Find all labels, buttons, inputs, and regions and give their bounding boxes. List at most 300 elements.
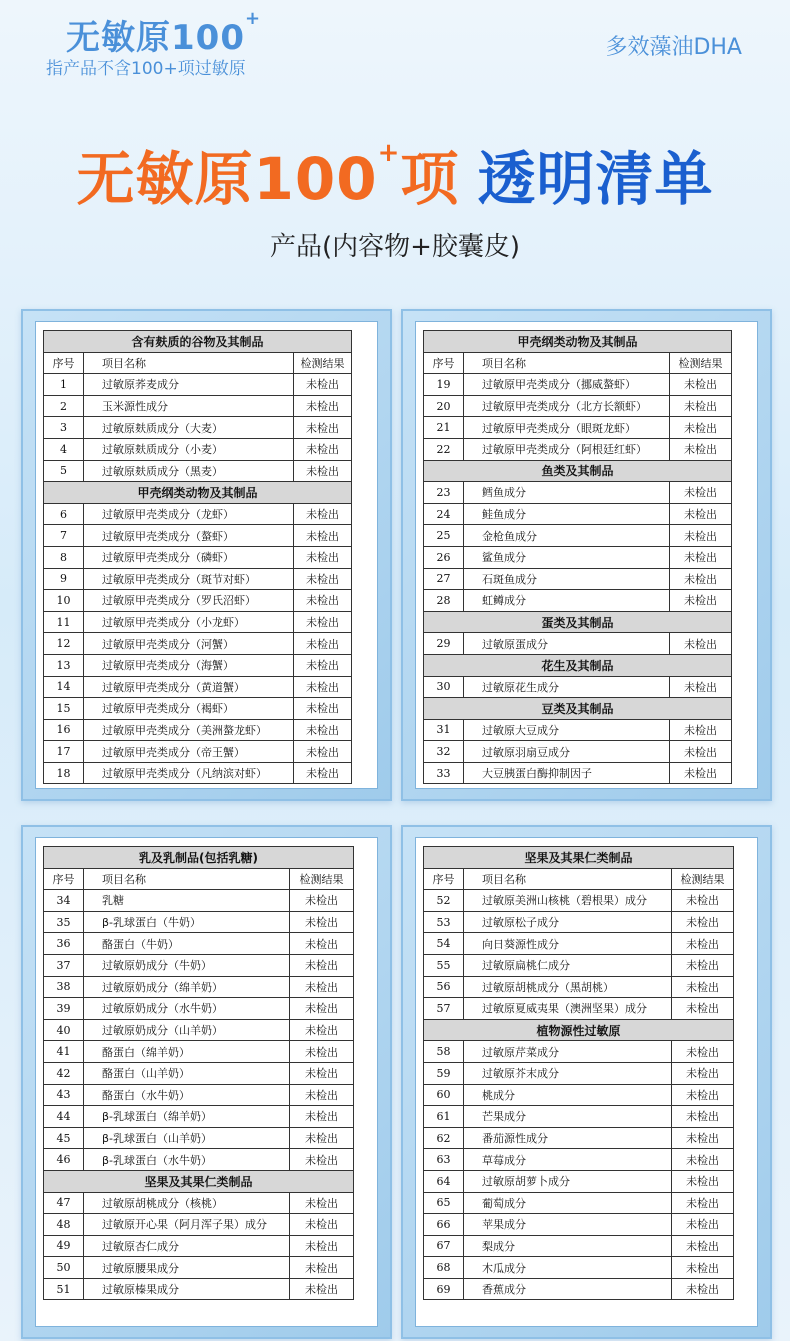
row-number: 44 — [44, 1106, 84, 1128]
row-item-name: 芒果成分 — [464, 1106, 672, 1128]
table-row — [424, 1127, 734, 1149]
row-result: 未检出 — [672, 1106, 734, 1128]
column-header-name: 项目名称 — [84, 352, 294, 374]
row-number: 25 — [424, 525, 464, 547]
headline-part2: 项 — [400, 145, 460, 213]
row-item-name: 过敏原扁桃仁成分 — [464, 954, 672, 976]
table-row — [44, 1106, 354, 1128]
table-row — [44, 1019, 354, 1041]
section-title: 甲壳纲类动物及其制品 — [424, 331, 732, 353]
row-result: 未检出 — [670, 417, 732, 439]
headline-orange — [76, 138, 460, 213]
row-number: 54 — [424, 933, 464, 955]
row-item-name: 过敏原甲壳类成分（小龙虾） — [84, 611, 294, 633]
table-row — [424, 911, 734, 933]
row-result: 未检出 — [290, 954, 354, 976]
table-row — [424, 1041, 734, 1063]
row-result: 未检出 — [672, 1235, 734, 1257]
row-number: 23 — [424, 482, 464, 504]
row-result: 未检出 — [670, 374, 732, 396]
table-row — [424, 741, 732, 763]
row-item-name: 鲑鱼成分 — [464, 503, 670, 525]
row-number: 50 — [44, 1257, 84, 1279]
table-row — [424, 890, 734, 912]
row-number: 68 — [424, 1257, 464, 1279]
table-row — [44, 417, 352, 439]
row-number: 41 — [44, 1041, 84, 1063]
row-result: 未检出 — [672, 1192, 734, 1214]
row-item-name: 过敏原奶成分（山羊奶） — [84, 1019, 290, 1041]
row-result: 未检出 — [290, 1019, 354, 1041]
table-row — [44, 503, 352, 525]
table-row — [44, 611, 352, 633]
column-header-row — [424, 868, 734, 890]
row-result: 未检出 — [670, 482, 732, 504]
row-number: 21 — [424, 417, 464, 439]
table-row — [44, 1257, 354, 1279]
table-row — [44, 890, 354, 912]
row-number: 28 — [424, 590, 464, 612]
row-result: 未检出 — [294, 611, 352, 633]
row-result: 未检出 — [290, 1149, 354, 1171]
row-result: 未检出 — [670, 395, 732, 417]
panel-1 — [21, 309, 392, 801]
row-number: 3 — [44, 417, 84, 439]
row-result: 未检出 — [672, 1127, 734, 1149]
table-row — [44, 568, 352, 590]
column-header-name: 项目名称 — [464, 352, 670, 374]
row-number: 11 — [44, 611, 84, 633]
row-item-name: 过敏原胡桃成分（黑胡桃） — [464, 976, 672, 998]
column-header-no: 序号 — [424, 352, 464, 374]
section-header-row — [424, 1019, 734, 1041]
row-item-name: 过敏原大豆成分 — [464, 719, 670, 741]
row-number: 20 — [424, 395, 464, 417]
row-result: 未检出 — [672, 1084, 734, 1106]
section-header-row — [424, 698, 732, 720]
row-result: 未检出 — [290, 1127, 354, 1149]
table-row — [424, 568, 732, 590]
section-title: 坚果及其果仁类制品 — [44, 1170, 354, 1192]
table-row — [424, 546, 732, 568]
row-item-name: 苹果成分 — [464, 1214, 672, 1236]
logo-subtitle: 指产品不含100+项过敏原 — [46, 59, 246, 79]
row-number: 16 — [44, 719, 84, 741]
column-header-no: 序号 — [44, 352, 84, 374]
table-row — [44, 1149, 354, 1171]
row-number: 9 — [44, 568, 84, 590]
row-number: 40 — [44, 1019, 84, 1041]
row-result: 未检出 — [294, 719, 352, 741]
row-item-name: 过敏原甲壳类成分（河蟹） — [84, 633, 294, 655]
row-item-name: 鲨鱼成分 — [464, 546, 670, 568]
section-title: 蛋类及其制品 — [424, 611, 732, 633]
row-item-name: 过敏原甲壳类成分（阿根廷红虾） — [464, 438, 670, 460]
section-header-row — [424, 654, 732, 676]
logo-sup: + — [244, 8, 262, 29]
row-item-name: 过敏原奶成分（水牛奶） — [84, 998, 290, 1020]
row-number: 49 — [44, 1235, 84, 1257]
table-row — [44, 676, 352, 698]
row-result: 未检出 — [670, 741, 732, 763]
row-number: 31 — [424, 719, 464, 741]
row-item-name: 过敏原腰果成分 — [84, 1257, 290, 1279]
row-number: 62 — [424, 1127, 464, 1149]
row-number: 6 — [44, 503, 84, 525]
allergen-table — [43, 330, 352, 784]
row-result: 未检出 — [294, 395, 352, 417]
row-result: 未检出 — [672, 1062, 734, 1084]
row-result: 未检出 — [670, 546, 732, 568]
table-row — [424, 933, 734, 955]
row-result: 未检出 — [294, 374, 352, 396]
table-row — [424, 525, 732, 547]
row-number: 30 — [424, 676, 464, 698]
row-item-name: 过敏原胡萝卜成分 — [464, 1170, 672, 1192]
row-item-name: 大豆胰蛋白酶抑制因子 — [464, 762, 670, 784]
row-item-name: 过敏原麸质成分（小麦） — [84, 438, 294, 460]
row-item-name: 金枪鱼成分 — [464, 525, 670, 547]
row-result: 未检出 — [290, 1084, 354, 1106]
row-result: 未检出 — [294, 698, 352, 720]
headline-sup: + — [377, 138, 401, 168]
row-item-name: β-乳球蛋白（水牛奶） — [84, 1149, 290, 1171]
row-result: 未检出 — [290, 1257, 354, 1279]
row-result: 未检出 — [670, 676, 732, 698]
row-number: 60 — [424, 1084, 464, 1106]
row-number: 59 — [424, 1062, 464, 1084]
row-result: 未检出 — [670, 525, 732, 547]
row-number: 63 — [424, 1149, 464, 1171]
table-row — [44, 438, 352, 460]
row-item-name: 番茄源性成分 — [464, 1127, 672, 1149]
panel-4 — [401, 825, 772, 1339]
row-result: 未检出 — [290, 1214, 354, 1236]
row-number: 8 — [44, 546, 84, 568]
row-item-name: 过敏原奶成分（绵羊奶） — [84, 976, 290, 998]
row-number: 18 — [44, 762, 84, 784]
table-row — [424, 374, 732, 396]
row-number: 24 — [424, 503, 464, 525]
table-row — [44, 460, 352, 482]
row-result: 未检出 — [294, 568, 352, 590]
row-item-name: 过敏原甲壳类成分（凡纳滨对虾） — [84, 762, 294, 784]
table-row — [424, 719, 732, 741]
row-result: 未检出 — [672, 1257, 734, 1279]
row-number: 58 — [424, 1041, 464, 1063]
row-item-name: 过敏原奶成分（牛奶） — [84, 954, 290, 976]
section-header-row — [424, 460, 732, 482]
section-title: 甲壳纲类动物及其制品 — [44, 482, 352, 504]
row-number: 34 — [44, 890, 84, 912]
row-item-name: 酪蛋白（绵羊奶） — [84, 1041, 290, 1063]
row-result: 未检出 — [294, 590, 352, 612]
table-row — [44, 1278, 354, 1300]
row-result: 未检出 — [290, 1106, 354, 1128]
row-item-name: 过敏原开心果（阿月浑子果）成分 — [84, 1214, 290, 1236]
table-row — [424, 1106, 734, 1128]
row-number: 29 — [424, 633, 464, 655]
table-row — [44, 954, 354, 976]
table-row — [44, 698, 352, 720]
row-number: 51 — [44, 1278, 84, 1300]
table-row — [424, 998, 734, 1020]
column-header-result: 检测结果 — [294, 352, 352, 374]
row-item-name: 过敏原美洲山核桃（碧根果）成分 — [464, 890, 672, 912]
column-header-row — [44, 352, 352, 374]
row-number: 64 — [424, 1170, 464, 1192]
row-number: 10 — [44, 590, 84, 612]
row-item-name: 葡萄成分 — [464, 1192, 672, 1214]
row-result: 未检出 — [672, 1041, 734, 1063]
row-number: 52 — [424, 890, 464, 912]
section-header-row — [424, 611, 732, 633]
column-header-name: 项目名称 — [84, 868, 290, 890]
row-result: 未检出 — [290, 890, 354, 912]
row-result: 未检出 — [670, 503, 732, 525]
row-item-name: 酪蛋白（山羊奶） — [84, 1062, 290, 1084]
table-row — [424, 503, 732, 525]
section-header-row — [44, 331, 352, 353]
table-row — [44, 911, 354, 933]
row-result: 未检出 — [672, 1149, 734, 1171]
row-result: 未检出 — [294, 503, 352, 525]
row-result: 未检出 — [672, 998, 734, 1020]
row-number: 37 — [44, 954, 84, 976]
table-row — [424, 1149, 734, 1171]
table-row — [44, 633, 352, 655]
row-number: 4 — [44, 438, 84, 460]
row-item-name: 草莓成分 — [464, 1149, 672, 1171]
row-item-name: 过敏原甲壳类成分（罗氏沼虾） — [84, 590, 294, 612]
row-number: 39 — [44, 998, 84, 1020]
row-item-name: 过敏原羽扇豆成分 — [464, 741, 670, 763]
row-result: 未检出 — [290, 1062, 354, 1084]
allergen-table — [423, 330, 732, 784]
row-result: 未检出 — [672, 1214, 734, 1236]
row-number: 45 — [44, 1127, 84, 1149]
table-row — [44, 590, 352, 612]
column-header-row — [424, 352, 732, 374]
row-item-name: 过敏原甲壳类成分（眼斑龙虾） — [464, 417, 670, 439]
row-number: 48 — [44, 1214, 84, 1236]
row-item-name: 过敏原榛果成分 — [84, 1278, 290, 1300]
row-result: 未检出 — [290, 976, 354, 998]
row-number: 43 — [44, 1084, 84, 1106]
row-item-name: 虹鳟成分 — [464, 590, 670, 612]
section-header-row — [44, 1170, 354, 1192]
row-number: 19 — [424, 374, 464, 396]
brand-logo — [66, 10, 261, 59]
row-number: 33 — [424, 762, 464, 784]
table-row — [424, 633, 732, 655]
table-row — [44, 1062, 354, 1084]
row-item-name: 过敏原花生成分 — [464, 676, 670, 698]
row-item-name: 过敏原甲壳类成分（帝王蟹） — [84, 741, 294, 763]
row-item-name: 过敏原甲壳类成分（斑节对虾） — [84, 568, 294, 590]
row-item-name: β-乳球蛋白（山羊奶） — [84, 1127, 290, 1149]
row-result: 未检出 — [290, 1192, 354, 1214]
row-number: 55 — [424, 954, 464, 976]
table-row — [424, 395, 732, 417]
row-item-name: 酪蛋白（水牛奶） — [84, 1084, 290, 1106]
row-result: 未检出 — [294, 654, 352, 676]
column-header-no: 序号 — [44, 868, 84, 890]
row-number: 2 — [44, 395, 84, 417]
row-number: 26 — [424, 546, 464, 568]
table-row — [424, 1235, 734, 1257]
section-title: 豆类及其制品 — [424, 698, 732, 720]
row-number: 42 — [44, 1062, 84, 1084]
row-number: 56 — [424, 976, 464, 998]
table-row — [44, 998, 354, 1020]
table-row — [424, 438, 732, 460]
row-result: 未检出 — [672, 890, 734, 912]
table-row — [424, 1214, 734, 1236]
row-number: 14 — [44, 676, 84, 698]
table-row — [44, 1192, 354, 1214]
section-title: 坚果及其果仁类制品 — [424, 847, 734, 869]
table-row — [424, 676, 732, 698]
section-header-row — [44, 847, 354, 869]
table-row — [44, 546, 352, 568]
row-number: 17 — [44, 741, 84, 763]
table-row — [44, 976, 354, 998]
table-row — [424, 762, 732, 784]
row-result: 未检出 — [294, 633, 352, 655]
table-row — [424, 1084, 734, 1106]
row-item-name: 香蕉成分 — [464, 1278, 672, 1300]
row-result: 未检出 — [294, 676, 352, 698]
section-header-row — [424, 331, 732, 353]
row-number: 15 — [44, 698, 84, 720]
row-result: 未检出 — [670, 568, 732, 590]
row-item-name: 过敏原松子成分 — [464, 911, 672, 933]
row-item-name: 鳕鱼成分 — [464, 482, 670, 504]
section-title: 花生及其制品 — [424, 654, 732, 676]
row-item-name: 梨成分 — [464, 1235, 672, 1257]
column-header-name: 项目名称 — [464, 868, 672, 890]
row-result: 未检出 — [294, 546, 352, 568]
table-row — [424, 1062, 734, 1084]
section-title: 鱼类及其制品 — [424, 460, 732, 482]
row-number: 67 — [424, 1235, 464, 1257]
row-number: 57 — [424, 998, 464, 1020]
row-number: 1 — [44, 374, 84, 396]
row-item-name: 乳糖 — [84, 890, 290, 912]
product-tagline: 多效藻油DHA — [605, 35, 742, 60]
table-row — [424, 1170, 734, 1192]
table-row — [424, 417, 732, 439]
row-number: 35 — [44, 911, 84, 933]
row-result: 未检出 — [672, 911, 734, 933]
table-row — [44, 1127, 354, 1149]
row-result: 未检出 — [294, 762, 352, 784]
row-number: 12 — [44, 633, 84, 655]
row-item-name: 过敏原麸质成分（大麦） — [84, 417, 294, 439]
row-number: 27 — [424, 568, 464, 590]
logo-text: 无敏原100 — [66, 18, 245, 58]
row-result: 未检出 — [672, 976, 734, 998]
row-item-name: β-乳球蛋白（绵羊奶） — [84, 1106, 290, 1128]
allergen-table — [43, 846, 354, 1300]
row-number: 47 — [44, 1192, 84, 1214]
table-row — [44, 719, 352, 741]
table-row — [424, 1192, 734, 1214]
row-result: 未检出 — [294, 438, 352, 460]
section-title: 植物源性过敏原 — [424, 1019, 734, 1041]
section-title: 乳及乳制品(包括乳糖) — [44, 847, 354, 869]
row-number: 5 — [44, 460, 84, 482]
column-header-row — [44, 868, 354, 890]
section-title: 含有麸质的谷物及其制品 — [44, 331, 352, 353]
allergen-table — [423, 846, 734, 1300]
row-number: 61 — [424, 1106, 464, 1128]
row-result: 未检出 — [290, 998, 354, 1020]
row-number: 38 — [44, 976, 84, 998]
headline-part1: 无敏原100 — [76, 145, 378, 213]
row-number: 69 — [424, 1278, 464, 1300]
row-item-name: 过敏原甲壳类成分（螯虾） — [84, 525, 294, 547]
row-result: 未检出 — [294, 417, 352, 439]
row-item-name: 过敏原甲壳类成分（美洲螯龙虾） — [84, 719, 294, 741]
row-item-name: 过敏原夏威夷果（澳洲坚果）成分 — [464, 998, 672, 1020]
headline — [0, 132, 790, 216]
row-number: 65 — [424, 1192, 464, 1214]
table-row — [424, 976, 734, 998]
row-item-name: 石斑鱼成分 — [464, 568, 670, 590]
row-result: 未检出 — [294, 460, 352, 482]
panel-3 — [21, 825, 392, 1339]
table-row — [424, 954, 734, 976]
table-row — [44, 395, 352, 417]
row-result: 未检出 — [672, 1278, 734, 1300]
row-item-name: 过敏原杏仁成分 — [84, 1235, 290, 1257]
row-result: 未检出 — [294, 525, 352, 547]
row-result: 未检出 — [290, 1235, 354, 1257]
row-number: 13 — [44, 654, 84, 676]
section-header-row — [424, 847, 734, 869]
headline-part3: 透明清单 — [477, 145, 714, 213]
row-number: 36 — [44, 933, 84, 955]
table-row — [44, 1084, 354, 1106]
row-result: 未检出 — [670, 719, 732, 741]
row-item-name: 过敏原芥末成分 — [464, 1062, 672, 1084]
row-item-name: 酪蛋白（牛奶） — [84, 933, 290, 955]
row-result: 未检出 — [670, 633, 732, 655]
row-result: 未检出 — [290, 933, 354, 955]
table-row — [44, 741, 352, 763]
column-header-result: 检测结果 — [290, 868, 354, 890]
row-item-name: 过敏原甲壳类成分（黄道蟹） — [84, 676, 294, 698]
row-item-name: 木瓜成分 — [464, 1257, 672, 1279]
row-result: 未检出 — [672, 1170, 734, 1192]
section-header-row — [44, 482, 352, 504]
table-row — [424, 590, 732, 612]
table-row — [424, 1257, 734, 1279]
row-result: 未检出 — [670, 590, 732, 612]
row-item-name: 过敏原麸质成分（黑麦） — [84, 460, 294, 482]
table-row — [44, 1235, 354, 1257]
row-item-name: β-乳球蛋白（牛奶） — [84, 911, 290, 933]
column-header-no: 序号 — [424, 868, 464, 890]
table-row — [44, 654, 352, 676]
row-number: 22 — [424, 438, 464, 460]
row-item-name: 过敏原芹菜成分 — [464, 1041, 672, 1063]
column-header-result: 检测结果 — [670, 352, 732, 374]
row-item-name: 过敏原荞麦成分 — [84, 374, 294, 396]
panel-2 — [401, 309, 772, 801]
